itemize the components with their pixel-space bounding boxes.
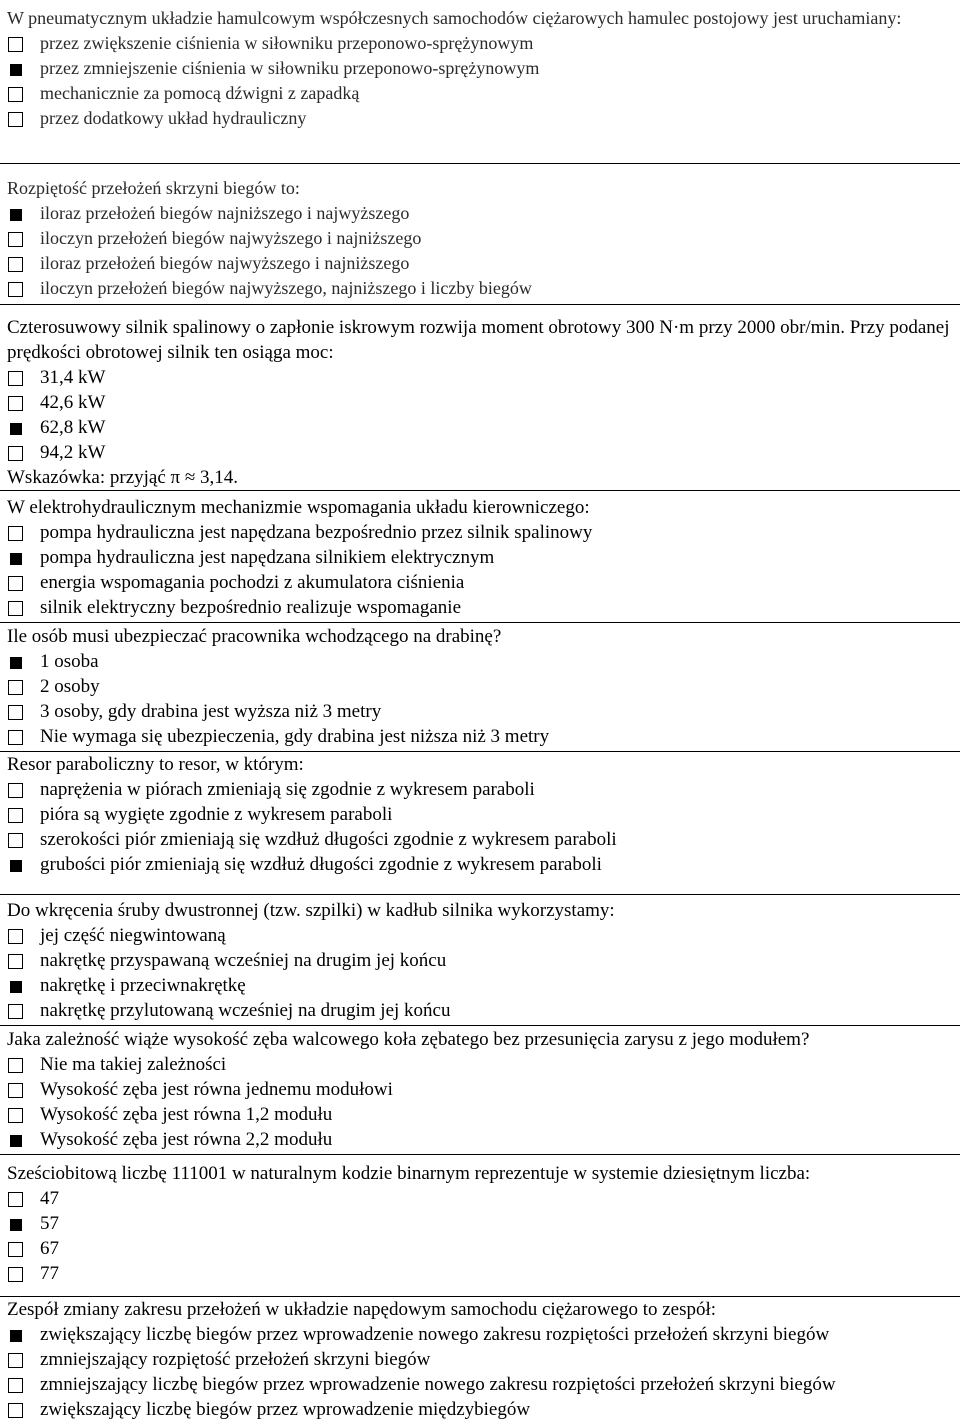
answer-text: Nie wymaga się ubezpieczenia, gdy drabina jest niższa niż 3 metry [40,726,550,747]
answer-option[interactable] [0,1347,960,1372]
answer-option[interactable] [0,1261,960,1286]
question-text: Ile osób musi ubezpieczać pracownika wchodzącego na drabinę? [7,626,502,647]
answer-text: 3 osoby, gdy drabina jest wyższa niż 3 metry [40,701,382,722]
answer-option[interactable] [0,923,960,948]
answer-option[interactable] [0,31,960,56]
answer-option[interactable] [0,1127,960,1152]
question-block [0,898,960,1026]
checkbox-icon[interactable] [8,1378,23,1393]
answer-text: przez dodatkowy układ hydrauliczny [40,108,307,128]
checkbox-icon[interactable] [8,783,23,798]
answer-text: pompa hydrauliczna jest napędzana silnikiem elektrycznym [40,547,495,568]
answer-option[interactable] [0,802,960,827]
checked-box-icon[interactable] [10,860,22,872]
checkbox-icon[interactable] [8,1242,23,1257]
question-text: W pneumatycznym układzie hamulcowym współczesnych samochodów ciężarowych hamulec postojowy jest uruchamiany: [7,8,902,28]
answer-option[interactable] [0,1236,960,1261]
checkbox-icon[interactable] [8,396,23,411]
checkbox-icon[interactable] [8,833,23,848]
answer-text: jej część niegwintowaną [40,925,226,946]
answer-option[interactable] [0,699,960,724]
answer-text: iloczyn przełożeń biegów najwyższego i najniższego [40,228,422,248]
answer-text: 62,8 kW [40,417,106,438]
question-text: Sześciobitową liczbę 111001 w naturalnym kodzie binarnym reprezentuje w systemie dziesiętnym liczba: [7,1163,811,1184]
answer-text: nakrętkę przyspawaną wcześniej na drugim jej końcu [40,950,447,971]
question-block [0,176,960,305]
checkbox-icon[interactable] [8,1267,23,1282]
answer-text: 47 [40,1188,59,1209]
answer-text: iloraz przełożeń biegów najwyższego i najniższego [40,253,410,273]
answer-option[interactable] [0,998,960,1023]
checked-box-icon[interactable] [10,423,22,435]
checkbox-icon[interactable] [8,1108,23,1123]
checkbox-icon[interactable] [8,730,23,745]
checkbox-icon[interactable] [8,1192,23,1207]
answer-text: zwiększający liczbę biegów przez wprowadzenie międzybiegów [40,1399,531,1420]
answer-option[interactable] [0,852,960,877]
checked-box-icon[interactable] [10,553,22,565]
checkbox-icon[interactable] [8,576,23,591]
checkbox-icon[interactable] [8,371,23,386]
answer-option[interactable] [0,1052,960,1077]
answer-text: 42,6 kW [40,392,106,413]
question-text: Rozpiętość przełożeń skrzyni biegów to: [7,178,300,198]
checkbox-icon[interactable] [8,929,23,944]
answer-text: energia wspomagania pochodzi z akumulatora ciśnienia [40,572,465,593]
answer-text: iloczyn przełożeń biegów najwyższego, najniższego i liczby biegów [40,278,532,298]
checked-box-icon[interactable] [10,64,22,76]
answer-option[interactable] [0,201,960,226]
answer-option[interactable] [0,1211,960,1236]
question-block [0,495,960,623]
answer-option[interactable] [0,827,960,852]
question-block [0,6,960,164]
answer-text: silnik elektryczny bezpośrednio realizuje wspomaganie [40,597,462,618]
answer-text: pióra są wygięte zgodnie z wykresem paraboli [40,804,393,825]
answer-option[interactable] [0,570,960,595]
checked-box-icon[interactable] [10,209,22,221]
question-text: Do wkręcenia śruby dwustronnej (tzw. szpilki) w kadłub silnika wykorzystamy: [7,900,615,921]
answer-option[interactable] [0,595,960,620]
answer-text: naprężenia w piórach zmieniają się zgodnie z wykresem paraboli [40,779,535,800]
checkbox-icon[interactable] [8,257,23,272]
checked-box-icon[interactable] [10,657,22,669]
checkbox-icon[interactable] [8,282,23,297]
checkbox-icon[interactable] [8,1353,23,1368]
answer-option[interactable] [0,81,960,106]
answer-text: nakrętkę i przeciwnakrętkę [40,975,246,996]
checkbox-icon[interactable] [8,1058,23,1073]
answer-text: przez zmniejszenie ciśnienia w siłowniku przeponowo-sprężynowym [40,58,540,78]
answer-option[interactable] [0,649,960,674]
checked-box-icon[interactable] [10,1135,22,1147]
checked-box-icon[interactable] [10,981,22,993]
checkbox-icon[interactable] [8,1083,23,1098]
answer-text: grubości piór zmieniają się wzdłuż długości zgodnie z wykresem paraboli [40,854,602,875]
answer-text: 1 osoba [40,651,99,672]
question-text: W elektrohydraulicznym mechanizmie wspomagania układu kierowniczego: [7,497,590,518]
checkbox-icon[interactable] [8,808,23,823]
answer-option[interactable] [0,365,960,390]
answer-option[interactable] [0,674,960,699]
answer-option[interactable] [0,1322,960,1347]
question-block [0,1297,960,1427]
checked-box-icon[interactable] [10,1219,22,1231]
answer-text: zwiększający liczbę biegów przez wprowadzenie nowego zakresu rozpiętości przełożeń skrzyni biegów [40,1324,830,1345]
checkbox-icon[interactable] [8,1403,23,1418]
answer-text: 77 [40,1263,59,1284]
checkbox-icon[interactable] [8,1004,23,1019]
answer-option[interactable] [0,106,960,131]
answer-text: pompa hydrauliczna jest napędzana bezpośrednio przez silnik spalinowy [40,522,593,543]
checkbox-icon[interactable] [8,87,23,102]
answer-option[interactable] [0,415,960,440]
answer-text: iloraz przełożeń biegów najniższego i najwyższego [40,203,410,223]
answer-option[interactable] [0,1372,960,1397]
answer-text: 57 [40,1213,59,1234]
question-block [0,624,960,752]
checkbox-icon[interactable] [8,705,23,720]
question-block [0,1027,960,1155]
question-text: Czterosuwowy silnik spalinowy o zapłonie iskrowym rozwija moment obrotowy 300 N·m przy 2000 obr/min. Przy podanej prędkości obrotowej silnik ten osiąga moc: [7,317,950,363]
checkbox-icon[interactable] [8,954,23,969]
checkbox-icon[interactable] [8,680,23,695]
question-block [0,1161,960,1297]
answer-option[interactable] [0,545,960,570]
answer-option[interactable] [0,948,960,973]
checkbox-icon[interactable] [8,112,23,127]
question-text: Zespół zmiany zakresu przełożeń w układzie napędowym samochodu ciężarowego to zespół: [7,1299,717,1320]
answer-option[interactable] [0,1186,960,1211]
checkbox-icon[interactable] [8,601,23,616]
answer-text: szerokości piór zmieniają się wzdłuż długości zgodnie z wykresem paraboli [40,829,617,850]
answer-option[interactable] [0,973,960,998]
answer-option[interactable] [0,390,960,415]
checkbox-icon[interactable] [8,37,23,52]
question-text: Jaka zależność wiąże wysokość zęba walcowego koła zębatego bez przesunięcia zarysu z jego modułem? [7,1029,810,1050]
answer-text: 31,4 kW [40,367,106,388]
answer-text: Wysokość zęba jest równa 2,2 modułu [40,1129,333,1150]
answer-text: nakrętkę przylutowaną wcześniej na drugim jej końcu [40,1000,451,1021]
answer-option[interactable] [0,251,960,276]
answer-option[interactable] [0,276,960,301]
checked-box-icon[interactable] [10,1330,22,1342]
answer-option[interactable] [0,520,960,545]
answer-option[interactable] [0,440,960,465]
answer-option[interactable] [0,1102,960,1127]
answer-option[interactable] [0,56,960,81]
answer-text: Wysokość zęba jest równa jednemu modułowi [40,1079,393,1100]
answer-option[interactable] [0,777,960,802]
answer-text: zmniejszający rozpiętość przełożeń skrzyni biegów [40,1349,431,1370]
question-text: Resor paraboliczny to resor, w którym: [7,754,304,775]
checkbox-icon[interactable] [8,446,23,461]
question-block [0,315,960,491]
question-block [0,752,960,895]
answer-option[interactable] [0,1077,960,1102]
answer-option[interactable] [0,1397,960,1422]
answer-text: 2 osoby [40,676,100,697]
answer-option[interactable] [0,226,960,251]
checkbox-icon[interactable] [8,232,23,247]
answer-option[interactable] [0,724,960,749]
answer-text: 94,2 kW [40,442,106,463]
hint-text: Wskazówka: przyjąć π ≈ 3,14. [7,467,239,488]
answer-text: mechanicznie za pomocą dźwigni z zapadką [40,83,360,103]
answer-text: przez zwiększenie ciśnienia w siłowniku przeponowo-sprężynowym [40,33,534,53]
answer-text: zmniejszający liczbę biegów przez wprowadzenie nowego zakresu rozpiętości przełożeń skrzyni biegów [40,1374,836,1395]
answer-text: 67 [40,1238,59,1259]
checkbox-icon[interactable] [8,526,23,541]
answer-text: Nie ma takiej zależności [40,1054,227,1075]
answer-text: Wysokość zęba jest równa 1,2 modułu [40,1104,333,1125]
